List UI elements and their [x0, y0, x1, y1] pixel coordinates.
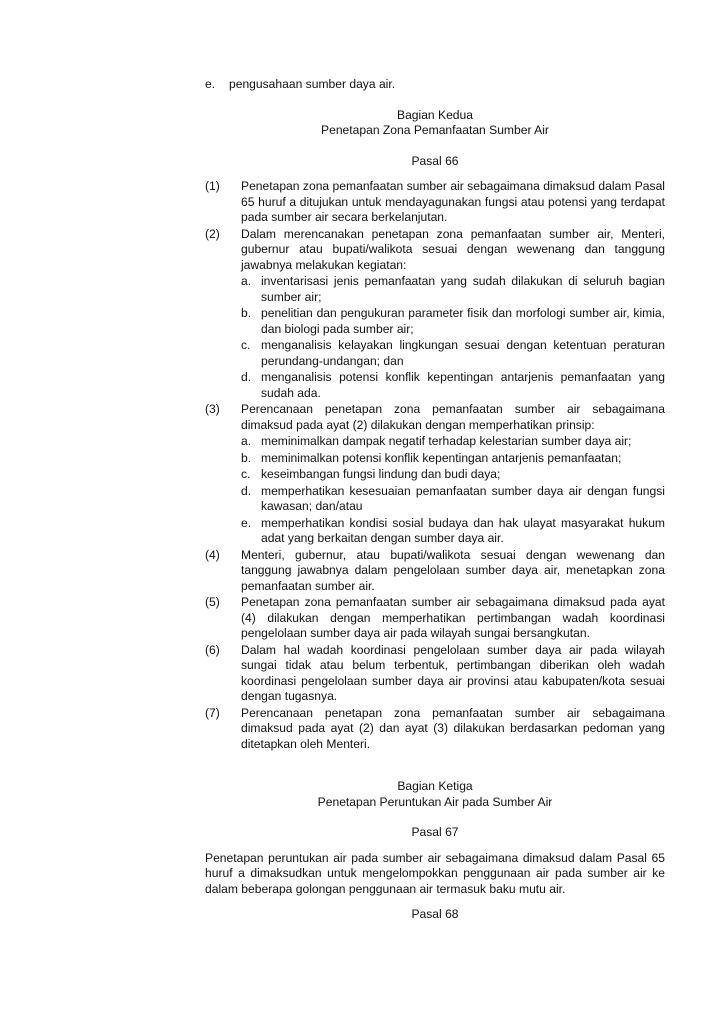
sub-item-text: memperhatikan kesesuaian pemanfaatan sumber daya air dengan fungsi kawasan; dan/atau [261, 483, 665, 513]
item-number: (5) [205, 595, 220, 609]
article-item [205, 706, 665, 753]
section3-heading: Bagian Ketiga [397, 779, 473, 793]
sub-item-label: a. [241, 434, 252, 448]
sub-item-text: keseimbangan fungsi lindung dan budi daya; [261, 467, 501, 481]
article-item [205, 227, 665, 402]
document-page [205, 77, 665, 923]
item-body [241, 706, 665, 753]
sub-item-text: menganalisis kelayakan lingkungan sesuai dengan ketentuan peraturan perundang-undangan; dan [261, 338, 665, 368]
sub-item-text: meminimalkan dampak negatif terhadap kelestarian sumber daya air; [261, 434, 632, 448]
sub-item-label: c. [241, 338, 251, 352]
sub-item-label: e. [241, 515, 252, 530]
sub-item-label: b. [241, 450, 252, 465]
item-text: Perencanaan penetapan zona pemanfaatan sumber air sebagaimana dimaksud pada ayat (2) dan ayat (3) dilakukan berdasarkan pedoman yang ditetapkan oleh Menteri. [241, 705, 665, 751]
item-text: Penetapan zona pemanfaatan sumber air sebagaimana dimaksud dalam Pasal 65 huruf a ditujukan untuk mendayagunakan fungsi atau potensi yang terdapat pada sumber air secara berkelanjutan. [241, 179, 665, 224]
pasal67-title: Pasal 67 [411, 825, 459, 839]
sub-item-label: d. [241, 370, 252, 384]
item-number: (2) [205, 226, 220, 241]
sub-item [241, 434, 665, 450]
intro-label: e. [205, 77, 216, 91]
section2-heading: Bagian Kedua [397, 107, 473, 122]
item-body [241, 179, 665, 226]
section2-title: Penetapan Zona Pemanfaatan Sumber Air [321, 123, 549, 137]
pasal68-title: Pasal 68 [411, 907, 459, 921]
intro-item [205, 77, 665, 93]
sub-item [241, 338, 665, 369]
article-item [205, 402, 665, 547]
item-text: Dalam hal wadah koordinasi pengelolaan sumber daya air pada wilayah sungai tidak atau belum terbentuk, pertimbangan diberikan oleh wadah koordinasi pengelolaan sumber daya air provinsi atau kabupaten/kota sesuai dengan tugasnya. [241, 642, 665, 703]
item-body [241, 227, 665, 402]
article-item [205, 643, 665, 705]
article-item [205, 179, 665, 226]
item-body [241, 643, 665, 705]
sub-item-label: b. [241, 306, 252, 320]
sub-item [241, 370, 665, 401]
sub-item-text: menganalisis potensi konflik kepentingan antarjenis pemanfaatan yang sudah ada. [261, 370, 665, 400]
pasal66-title: Pasal 66 [411, 153, 459, 168]
pasal66-list [205, 179, 665, 752]
sub-item-text: meminimalkan potensi konflik kepentingan antarjenis pemanfaatan; [261, 450, 622, 465]
sub-item [241, 274, 665, 305]
sub-item-text: inventarisasi jenis pemanfaatan yang sudah dilakukan di seluruh bagian sumber air; [261, 274, 665, 304]
item-body [241, 402, 665, 547]
sub-item [241, 306, 665, 337]
sub-item [241, 516, 665, 547]
article-item [205, 548, 665, 595]
article-item [205, 595, 665, 642]
item-number: (7) [205, 705, 220, 720]
item-number: (3) [205, 402, 220, 416]
sub-item [241, 467, 665, 483]
item-text: Dalam merencanakan penetapan zona pemanfaatan sumber air, Menteri, gubernur atau bupati/walikota sesuai dengan wewenang dan tanggung jawabnya melakukan kegiatan: [241, 226, 665, 272]
sub-item-label: d. [241, 483, 252, 498]
item-number: (1) [205, 179, 220, 193]
item-body [241, 548, 665, 595]
sub-item-label: c. [241, 467, 251, 481]
sub-item-text: penelitian dan pengukuran parameter fisik dan morfologi sumber air, kimia, dan biologi pada sumber air; [261, 306, 665, 336]
intro-text: pengusahaan sumber daya air. [229, 77, 396, 91]
sub-item [241, 451, 665, 467]
item-number: (6) [205, 642, 220, 657]
sub-item [241, 484, 665, 515]
item-number: (4) [205, 547, 220, 562]
section3-title: Penetapan Peruntukan Air pada Sumber Air [317, 794, 553, 809]
sub-item-text: memperhatikan kondisi sosial budaya dan hak ulayat masyarakat hukum adat yang berkaitan dengan sumber daya air. [261, 515, 665, 545]
item-text: Menteri, gubernur, atau bupati/walikota sesuai dengan wewenang dan tanggung jawabnya dalam pengelolaan sumber daya air, menetapkan zona pemanfaatan sumber air. [241, 547, 665, 593]
item-text: Perencanaan penetapan zona pemanfaatan sumber air sebagaimana dimaksud pada ayat (2) dilakukan dengan memperhatikan prinsip: [241, 402, 665, 432]
item-body [241, 595, 665, 642]
item-text: Penetapan zona pemanfaatan sumber air sebagaimana dimaksud pada ayat (4) dilakukan dengan memperhatikan pertimbangan wadah koordinasi pengelolaan sumber daya air pada wilayah sungai bersangkutan. [241, 595, 665, 640]
sub-item-label: a. [241, 274, 252, 288]
pasal67-text: Penetapan peruntukan air pada sumber air sebagaimana dimaksud dalam Pasal 65 huruf a dimaksudkan untuk mengelompokkan penggunaan air pada sumber air ke dalam beberapa golongan penggunaan air termasuk baku mutu air. [205, 850, 665, 896]
